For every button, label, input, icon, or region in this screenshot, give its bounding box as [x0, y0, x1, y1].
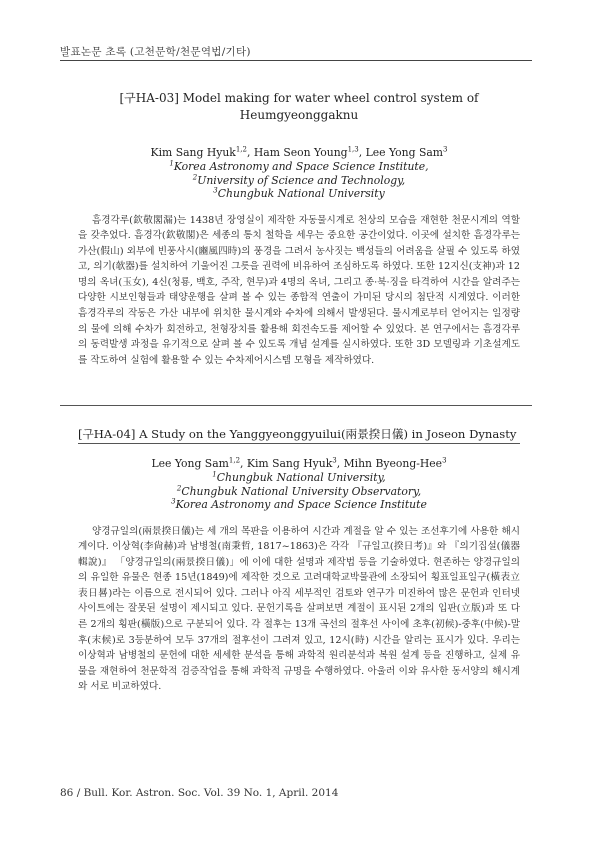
- author-name: Kim Sang Hyuk: [150, 146, 236, 159]
- running-header: 발표논문 초록 (고천문학/천문역법/기타): [60, 46, 251, 58]
- abstract-body: 흠경각루(欽敬閣漏)는 1438년 장영실이 제작한 자동물시계로 천상의 모습을 재현한 천문시계의 역할을 갖추었다. 흠경각(欽敬閣)은 세종의 통치 철학을 세우는 중요한 공간이었다. 이곳에 설치한 흠경각루는 가산(假山) 외부에 빈풍사시(豳風四時)의 풍경을 그려서 농사짓는 백성들의 어려움을 살필 수 있도록 하였고, 의기(欹器)를 설치하여 기울어진 그릇을 권력에 비유하여 조심하도록 하였다. 또한 12지신(支神)과 12명의 옥녀(玉女), 4신(청룡, 백호, 주작, 현무)과 4명의 옥녀, 그리고 종·북·징을 타격하여 시간을 알려주는 다양한 시보인형들과 태양운행을 살펴 볼 수 있는 종합적 연출이 가미된 당시의 첨단적 시계였다. 이러한 흠경각루의 작동은 가산 내부에 위치한 물시계와 수차에 의해서 발생된다. 물시계로부터 얻어지는 일정량의 물에 의해 수차가 회전하고, 천형장치를 활용해 회전속도를 제어할 수 있었다. 본 연구에서는 흠경각루의 동력발생 과정을 유기적으로 살펴 볼 수 있도록 개념 설계를 실시하였다. 또한 3D 모델링과 기초설계도를 작도하여 실험에 활용할 수 있는 수차제어시스템 모형을 제작하였다.: [78, 214, 520, 366]
- author-sup: 3: [442, 456, 447, 465]
- abstract-title: [구HA-04] A Study on the Yanggyeonggyuilui(兩景揆日儀) in Joseon Dynasty: [78, 427, 517, 441]
- author-name: Lee Yong Sam: [151, 457, 229, 470]
- author-sup: 1,2: [235, 145, 247, 154]
- affiliation: $^1$Chungbuk National University,: [212, 470, 386, 484]
- abstract-ha04: [78, 426, 520, 695]
- affiliation: $^3$Chungbuk National University: [213, 186, 385, 200]
- author-sup: 1,2: [228, 456, 241, 465]
- header-divider: [60, 60, 532, 61]
- author-sup: 1,3: [347, 145, 359, 154]
- author-name: Mihn Byeong-Hee: [343, 457, 443, 470]
- author-list: Lee Yong Sam$^{1,2}$, Kim Sang Hyuk$^3$, Mihn Byeong-Hee$^3$: [151, 456, 447, 470]
- author-sup: 3: [332, 456, 337, 465]
- abstract-body: 양경규일의(兩景揆日儀)는 세 개의 목판을 이용하여 시간과 계절을 알 수 있는 조선후기에 사용한 해시계이다. 이상혁(李尙赫)과 남병철(南秉哲, 1817~1863)은 각각 『규일고(揆日考)』와 『의기집설(儀器輯說)』 「양경규일의(兩景揆日儀)」에 이에 대한 설명과 제작법 등을 기술하였다. 현존하는 양경규일의의 유일한 유물은 현종 15년(1849)에 제작한 것으로 고려대학교박물관에 소장되어 횡표일표일구(橫表立表日晷)라는 이름으로 전시되어 있다. 그러나 아직 세부적인 검토와 연구가 미진하여 많은 문헌과 인터넷 사이트에는 잘못된 설명이 제시되고 있다. 문헌기록을 살펴보면 계절이 표시된 2개의 입판(立版)과 또 다른 2개의 횡판(橫版)으로 구분되어 있다. 각 절후는 13개 곡선의 절후선 사이에 초후(初候)-중후(中候)-말후(末候)로 3등분하여 모두 37개의 절후선이 그려져 있고, 12시(時) 시간을 알리는 표시가 있다. 우리는 이상혁과 남병철의 문헌에 대한 세세한 분석을 통해 과학적 원리분석과 복원 설계 등을 진행하고, 실제 유물을 재현하여 천문학적 검증작업을 통해 과학적 규명을 수행하였다. 아울러 이와 유사한 동서양의 해시계와 서로 비교하였다.: [78, 525, 520, 693]
- title-underline: [78, 443, 520, 444]
- abstract-title: [구HA-03] Model making for water wheel control system of Heumgyeonggaknu: [119, 91, 479, 122]
- affiliation-list: [78, 471, 520, 512]
- author-name: Lee Yong Sam: [365, 146, 444, 159]
- affiliation: $^3$Korea Astronomy and Space Science Institute: [171, 497, 427, 511]
- author-name: Ham Seon Young: [253, 146, 348, 159]
- author-list: Kim Sang Hyuk$^{1,2}$, Ham Seon Young$^{1,3}$, Lee Yong Sam$^3$: [150, 145, 448, 159]
- section-divider: [60, 405, 532, 406]
- affiliation: $^2$University of Science and Technology,: [192, 172, 406, 187]
- author-sup: 3: [443, 145, 448, 154]
- affiliation-list: [78, 160, 520, 201]
- page-footer: 86 / Bull. Kor. Astron. Soc. Vol. 39 No. 1, April. 2014: [60, 787, 339, 799]
- abstract-ha03: [78, 90, 520, 368]
- affiliation: $^1$Korea Astronomy and Space Science Institute,: [169, 159, 429, 173]
- affiliation: $^2$Chungbuk National University Observatory,: [176, 483, 422, 498]
- author-name: Kim Sang Hyuk: [246, 457, 333, 470]
